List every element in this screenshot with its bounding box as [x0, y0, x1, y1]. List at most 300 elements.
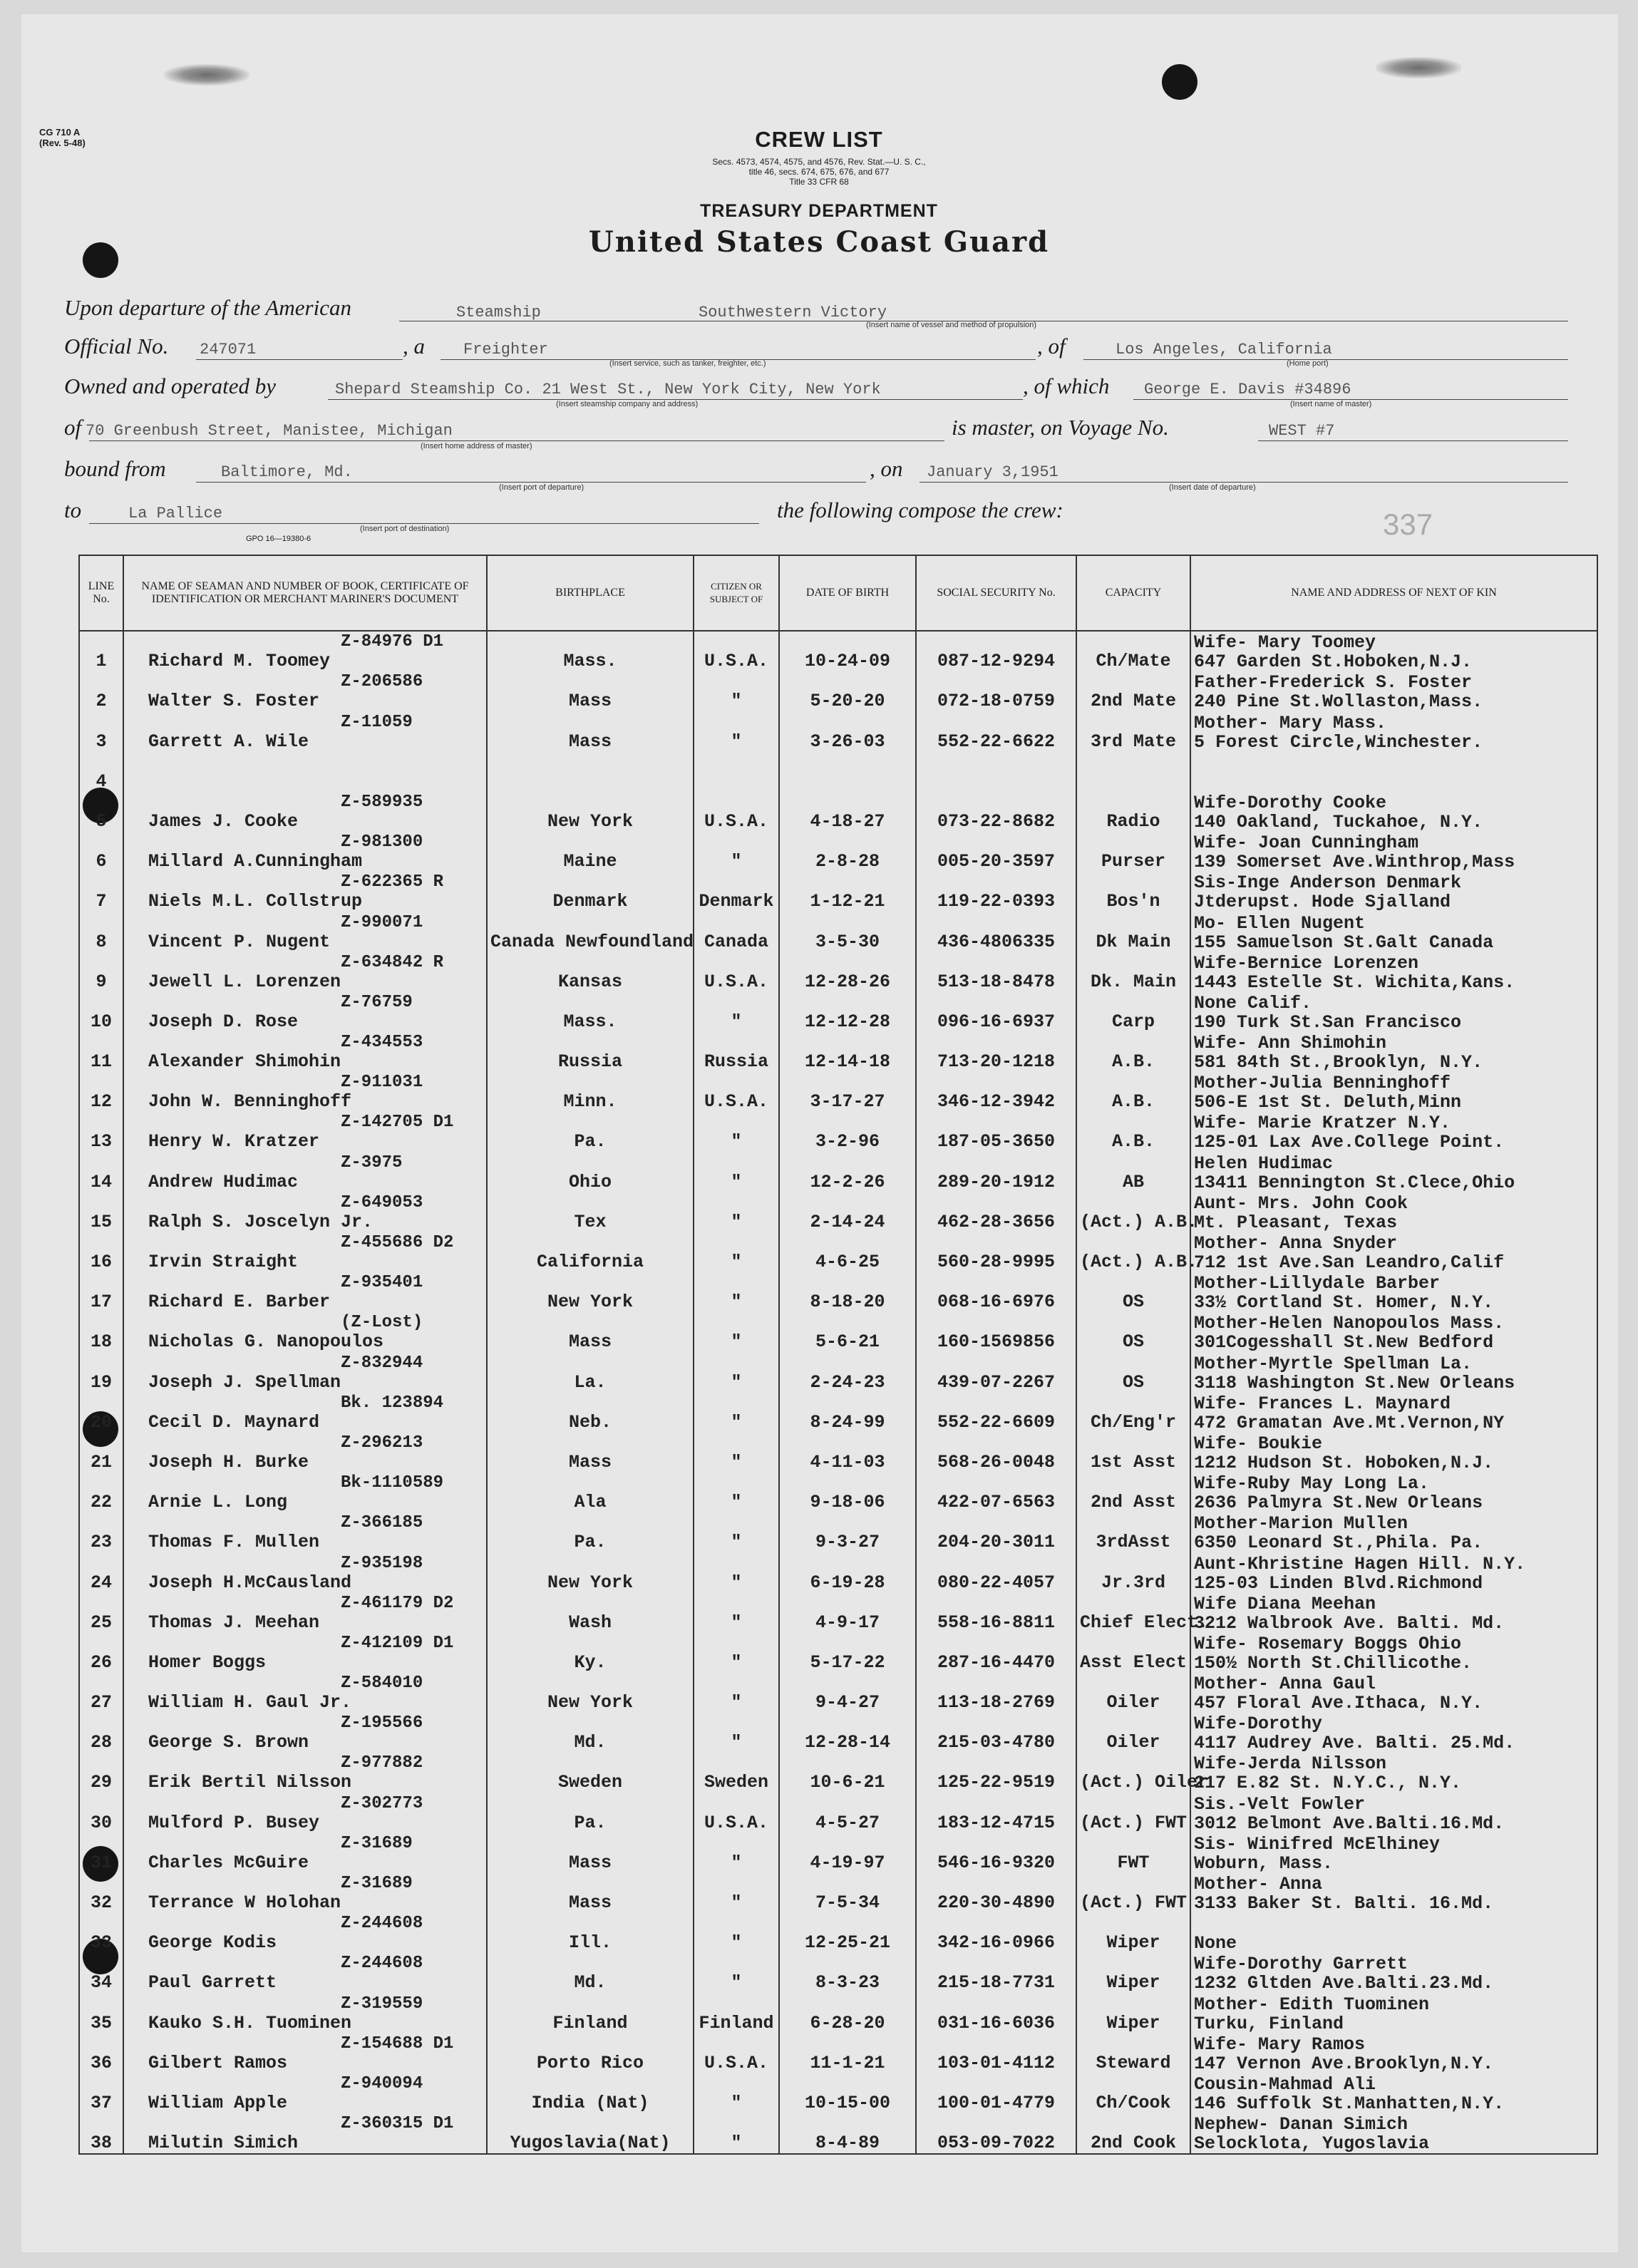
date-of-birth: 11-1-21	[779, 2034, 916, 2073]
citizenship: "	[694, 1633, 779, 1673]
seaman-name: Niels M.L. Collstrup	[148, 891, 363, 912]
birthplace: New York	[487, 792, 694, 832]
next-of-kin	[1190, 1713, 1597, 1753]
citizenship: "	[694, 1433, 779, 1473]
capacity: Wiper	[1076, 1913, 1190, 1953]
social-security-number: 552-22-6622	[916, 711, 1076, 751]
document-number: Z-154688 D1	[341, 2034, 454, 2053]
kin-name: Wife- Boukie	[1194, 1433, 1323, 1454]
social-security-number: 422-07-6563	[916, 1473, 1076, 1512]
kin-name: Sis-Inge Anderson Denmark	[1194, 872, 1462, 894]
seaman-name: George S. Brown	[148, 1732, 309, 1753]
seaman-cell	[123, 2073, 487, 2113]
next-of-kin	[1190, 2034, 1597, 2073]
document-number: Z-935401	[341, 1273, 423, 1293]
line-number: 38	[79, 2113, 123, 2154]
destination-port: La Pallice	[128, 505, 223, 522]
citizenship: U.S.A.	[694, 631, 779, 671]
document-number: Z-977882	[341, 1753, 423, 1773]
kin-address: 4117 Audrey Ave. Balti. 25.Md.	[1194, 1733, 1515, 1754]
date-of-birth: 12-2-26	[779, 1152, 916, 1192]
hint-master: (Insert name of master)	[1290, 400, 1372, 408]
kin-address: 146 Suffolk St.Manhatten,N.Y.	[1194, 2093, 1505, 2114]
seaman-name: Mulford P. Busey	[148, 1812, 320, 1833]
social-security-number: 068-16-6976	[916, 1272, 1076, 1312]
kin-address: 3012 Belmont Ave.Balti.16.Md.	[1194, 1813, 1505, 1834]
seaman-cell	[123, 671, 487, 711]
vessel-service: Freighter	[463, 341, 548, 359]
table-row	[79, 992, 1597, 1032]
kin-name: Wife-Ruby May Long La.	[1194, 1473, 1430, 1495]
col-citizen: CITIZEN OR SUBJECT OF	[694, 555, 779, 631]
birthplace: Russia	[487, 1032, 694, 1072]
seaman-cell	[123, 1433, 487, 1473]
citizenship: "	[694, 1673, 779, 1713]
capacity: Bos'n	[1076, 872, 1190, 912]
seaman-cell	[123, 1512, 487, 1552]
citizenship: "	[694, 1192, 779, 1232]
kin-name: Wife- Rosemary Boggs Ohio	[1194, 1633, 1462, 1654]
citizenship: Sweden	[694, 1753, 779, 1793]
seaman-name: Joseph D. Rose	[148, 1011, 299, 1032]
date-of-birth: 4-11-03	[779, 1433, 916, 1473]
table-row	[79, 711, 1597, 751]
social-security-number: 096-16-6937	[916, 992, 1076, 1032]
col-dob: DATE OF BIRTH	[779, 555, 916, 631]
line-number: 12	[79, 1072, 123, 1112]
seaman-name: Arnie L. Long	[148, 1492, 288, 1513]
seaman-cell	[123, 1072, 487, 1112]
social-security-number: 100-01-4779	[916, 2073, 1076, 2113]
table-row	[79, 1232, 1597, 1272]
social-security-number: 215-03-4780	[916, 1713, 1076, 1753]
kin-name: Wife-Jerda Nilsson	[1194, 1753, 1387, 1775]
seaman-cell	[123, 1793, 487, 1833]
date-of-birth: 2-24-23	[779, 1352, 916, 1392]
seaman-cell	[123, 1873, 487, 1913]
social-security-number: 462-28-3656	[916, 1192, 1076, 1232]
kin-address: 13411 Bennington St.Clece,Ohio	[1194, 1172, 1515, 1193]
kin-address: 125-03 Linden Blvd.Richmond	[1194, 1572, 1483, 1594]
kin-address: 2636 Palmyra St.New Orleans	[1194, 1493, 1483, 1514]
kin-address: Jtderupst. Hode Sjalland	[1194, 892, 1451, 913]
citizenship: Denmark	[694, 872, 779, 912]
table-row	[79, 671, 1597, 711]
citizenship: "	[694, 1352, 779, 1392]
capacity: Steward	[1076, 2034, 1190, 2073]
seaman-name: Charles McGuire	[148, 1852, 309, 1873]
social-security-number: 342-16-0966	[916, 1913, 1076, 1953]
seaman-name: Joseph J. Spellman	[148, 1371, 341, 1393]
citizenship: "	[694, 2113, 779, 2154]
seaman-name: Gilbert Ramos	[148, 2052, 288, 2073]
date-of-birth: 12-28-26	[779, 952, 916, 992]
label-on: , on	[870, 456, 903, 481]
citizenship: "	[694, 1232, 779, 1272]
table-row	[79, 1032, 1597, 1072]
line-number: 8	[79, 912, 123, 952]
label-to: to	[64, 498, 82, 522]
line-number: 26	[79, 1633, 123, 1673]
document-number: Z-3975	[341, 1153, 403, 1172]
table-row	[79, 952, 1597, 992]
hint-owner: (Insert steamship company and address)	[556, 400, 699, 408]
kin-address: 33½ Cortland St. Homer, N.Y.	[1194, 1292, 1494, 1314]
date-of-birth: 3-17-27	[779, 1072, 916, 1112]
seaman-cell	[123, 1913, 487, 1953]
table-row	[79, 912, 1597, 952]
line-number: 33	[79, 1913, 123, 1953]
citizenship: U.S.A.	[694, 952, 779, 992]
underline	[196, 482, 866, 483]
birthplace: Md.	[487, 1713, 694, 1753]
citizenship: "	[694, 992, 779, 1032]
date-of-birth: 8-24-99	[779, 1393, 916, 1433]
next-of-kin	[1190, 792, 1597, 832]
next-of-kin	[1190, 1192, 1597, 1232]
citizenship: U.S.A.	[694, 792, 779, 832]
capacity: Dk. Main	[1076, 952, 1190, 992]
col-birthplace: BIRTHPLACE	[487, 555, 694, 631]
seaman-cell	[123, 1552, 487, 1592]
seaman-name: Richard E. Barber	[148, 1292, 331, 1313]
document-number: Z-990071	[341, 912, 423, 932]
document-number: Z-142705 D1	[341, 1113, 454, 1133]
seaman-cell	[123, 2034, 487, 2073]
master-name: George E. Davis #34896	[1144, 381, 1351, 398]
capacity: 2nd Asst	[1076, 1473, 1190, 1512]
crew-table-body	[79, 631, 1597, 2154]
seaman-cell	[123, 992, 487, 1032]
seaman-cell	[123, 711, 487, 751]
ink-smudge	[1376, 57, 1461, 78]
kin-address: 5 Forest Circle,Winchester.	[1194, 731, 1483, 753]
line-number: 22	[79, 1473, 123, 1512]
birthplace: Ala	[487, 1473, 694, 1512]
next-of-kin	[1190, 711, 1597, 751]
citizenship: "	[694, 1913, 779, 1953]
master-address: 70 Greenbush Street, Manistee, Michigan	[86, 422, 453, 440]
hint-destination: (Insert port of destination)	[360, 525, 450, 533]
birthplace: Mass	[487, 1833, 694, 1873]
seaman-name: Irvin Straight	[148, 1252, 299, 1272]
date-of-birth: 4-18-27	[779, 792, 916, 832]
seaman-cell	[123, 1032, 487, 1072]
punch-hole	[1162, 64, 1197, 100]
next-of-kin	[1190, 1152, 1597, 1192]
social-security-number: 183-12-4715	[916, 1793, 1076, 1833]
table-row	[79, 2113, 1597, 2154]
capacity: Wiper	[1076, 1993, 1190, 2033]
seaman-cell	[123, 1993, 487, 2033]
seaman-name: Cecil D. Maynard	[148, 1411, 320, 1433]
capacity: 2nd Cook	[1076, 2113, 1190, 2154]
birthplace: Denmark	[487, 872, 694, 912]
document-number: Z-360315 D1	[341, 2114, 454, 2134]
seaman-cell	[123, 1953, 487, 1993]
seaman-cell	[123, 1192, 487, 1232]
kin-name: Aunt- Mrs. John Cook	[1194, 1192, 1408, 1214]
label-of-2: of	[64, 415, 82, 440]
seaman-name: Andrew Hudimac	[148, 1171, 299, 1192]
hint-departure-date: (Insert date of departure)	[1169, 483, 1256, 492]
seaman-name: James J. Cooke	[148, 810, 299, 832]
capacity: Chief Elect.	[1076, 1593, 1190, 1633]
kin-name: Wife-Dorothy Garrett	[1194, 1954, 1408, 1975]
document-number: Bk. 123894	[341, 1393, 444, 1413]
document-number: Z-589935	[341, 792, 423, 812]
capacity: Carp	[1076, 992, 1190, 1032]
citizenship: "	[694, 1312, 779, 1352]
label-compose-crew: the following compose the crew:	[777, 498, 1063, 522]
line-number: 15	[79, 1192, 123, 1232]
kin-address: 190 Turk St.San Francisco	[1194, 1011, 1462, 1033]
next-of-kin	[1190, 671, 1597, 711]
social-security-number: 113-18-2769	[916, 1673, 1076, 1713]
col-name: NAME OF SEAMAN AND NUMBER OF BOOK, CERTIFICATE OF IDENTIFICATION OR MERCHANT MARINER'S DOCUMENT	[123, 555, 487, 631]
social-security-number: 546-16-9320	[916, 1833, 1076, 1873]
table-row	[79, 1272, 1597, 1312]
birthplace: La.	[487, 1352, 694, 1392]
birthplace: Kansas	[487, 952, 694, 992]
departure-port: Baltimore, Md.	[221, 463, 353, 481]
social-security-number: 072-18-0759	[916, 671, 1076, 711]
seaman-name: Alexander Shimohin	[148, 1051, 341, 1073]
table-row	[79, 1713, 1597, 1753]
seaman-name: Nicholas G. Nanopoulos	[148, 1331, 384, 1353]
kin-name: Sis- Winifred McElhiney	[1194, 1833, 1441, 1855]
line-number: 5	[79, 792, 123, 832]
hint-vessel: (Insert name of vessel and method of propulsion)	[866, 321, 1037, 329]
line-number: 17	[79, 1272, 123, 1312]
seaman-cell	[123, 1352, 487, 1392]
kin-name: Mother-Myrtle Spellman La.	[1194, 1353, 1473, 1374]
citizenship: "	[694, 1552, 779, 1592]
kin-name: None	[1194, 1933, 1237, 1954]
citizenship: "	[694, 1473, 779, 1512]
underline	[1258, 440, 1568, 441]
citizenship: U.S.A.	[694, 1072, 779, 1112]
kin-address: 240 Pine St.Wollaston,Mass.	[1194, 691, 1483, 713]
document-number: Z-634842 R	[341, 952, 444, 972]
citizenship: "	[694, 2073, 779, 2113]
birthplace: New York	[487, 1673, 694, 1713]
seaman-cell	[123, 1473, 487, 1512]
kin-name: Wife- Marie Kratzer N.Y.	[1194, 1113, 1451, 1134]
table-row	[79, 1072, 1597, 1112]
col-ssn: SOCIAL SECURITY No.	[916, 555, 1076, 631]
seaman-cell	[123, 792, 487, 832]
seaman-name: Thomas F. Mullen	[148, 1532, 320, 1553]
next-of-kin	[1190, 912, 1597, 952]
social-security-number: 346-12-3942	[916, 1072, 1076, 1112]
table-row	[79, 2073, 1597, 2113]
label-owned-by: Owned and operated by	[64, 373, 277, 398]
seaman-cell	[123, 952, 487, 992]
seaman-cell	[123, 1753, 487, 1793]
social-security-number: 053-09-7022	[916, 2113, 1076, 2154]
table-row	[79, 1753, 1597, 1793]
underline	[89, 440, 944, 441]
statute-reference	[0, 157, 1638, 187]
owner-company: Shepard Steamship Co. 21 West St., New York City, New York	[335, 381, 881, 398]
social-security-number: 160-1569856	[916, 1312, 1076, 1352]
table-row	[79, 631, 1597, 671]
date-of-birth: 9-4-27	[779, 1673, 916, 1713]
date-of-birth: 8-4-89	[779, 2113, 916, 2154]
table-row	[79, 1833, 1597, 1873]
capacity: Purser	[1076, 832, 1190, 872]
birthplace: Ohio	[487, 1152, 694, 1192]
seaman-name: Erik Bertil Nilsson	[148, 1772, 352, 1793]
birthplace: Minn.	[487, 1072, 694, 1112]
birthplace: Pa.	[487, 1112, 694, 1152]
capacity: Wiper	[1076, 1953, 1190, 1993]
next-of-kin	[1190, 1473, 1597, 1512]
document-number: Z-649053	[341, 1192, 423, 1212]
seaman-name: Henry W. Kratzer	[148, 1131, 320, 1153]
citizenship: "	[694, 832, 779, 872]
line-number: 7	[79, 872, 123, 912]
birthplace: Pa.	[487, 1512, 694, 1552]
citizenship: "	[694, 711, 779, 751]
kin-name: Father-Frederick S. Foster	[1194, 672, 1473, 694]
underline	[920, 482, 1568, 483]
statute-line: Secs. 4573, 4574, 4575, and 4576, Rev. Stat.—U. S. C.,	[712, 157, 926, 167]
seaman-name: Millard A.Cunningham	[148, 851, 363, 872]
social-security-number: 560-28-9995	[916, 1232, 1076, 1272]
line-number: 31	[79, 1833, 123, 1873]
date-of-birth: 9-18-06	[779, 1473, 916, 1512]
table-row	[79, 1552, 1597, 1592]
line-number: 6	[79, 832, 123, 872]
citizenship: "	[694, 1713, 779, 1753]
document-number: Z-319559	[341, 1994, 423, 2014]
kin-address: 457 Floral Ave.Ithaca, N.Y.	[1194, 1693, 1483, 1714]
seaman-cell	[123, 1673, 487, 1713]
table-row	[79, 872, 1597, 912]
line-number: 4	[79, 752, 123, 792]
seaman-name: John W. Benninghoff	[148, 1091, 352, 1113]
capacity: Oiler	[1076, 1673, 1190, 1713]
kin-address: 150½ North St.Chillicothe.	[1194, 1652, 1473, 1674]
line-number: 35	[79, 1993, 123, 2033]
capacity: 3rdAsst	[1076, 1512, 1190, 1552]
gpo-code: GPO 16—19380-6	[246, 535, 311, 543]
next-of-kin	[1190, 952, 1597, 992]
stamp-number: 337	[1383, 507, 1433, 541]
citizenship: "	[694, 1512, 779, 1552]
next-of-kin	[1190, 2113, 1597, 2154]
next-of-kin	[1190, 1433, 1597, 1473]
seaman-name: Kauko S.H. Tuominen	[148, 2012, 352, 2034]
kin-name: Wife-Dorothy Cooke	[1194, 792, 1387, 813]
table-row	[79, 832, 1597, 872]
birthplace: Mass	[487, 671, 694, 711]
birthplace: Mass	[487, 711, 694, 751]
date-of-birth: 3-26-03	[779, 711, 916, 751]
document-number: Z-935198	[341, 1553, 423, 1573]
seaman-cell	[123, 631, 487, 671]
table-row	[79, 1152, 1597, 1192]
social-security-number: 119-22-0393	[916, 872, 1076, 912]
capacity: AB	[1076, 1152, 1190, 1192]
document-number: Z-584010	[341, 1674, 423, 1694]
table-header-row	[79, 555, 1597, 631]
label-a: , a	[403, 334, 425, 359]
seaman-name: Thomas J. Meehan	[148, 1612, 320, 1633]
form-title: CREW LIST	[755, 127, 883, 152]
social-security-number: 073-22-8682	[916, 792, 1076, 832]
citizenship: Russia	[694, 1032, 779, 1072]
line-number: 2	[79, 671, 123, 711]
birthplace: Canada Newfoundland	[487, 912, 694, 952]
table-row	[79, 1393, 1597, 1433]
line-number: 25	[79, 1593, 123, 1633]
line-number: 37	[79, 2073, 123, 2113]
kin-name: Mother-Marion Mullen	[1194, 1513, 1408, 1535]
birthplace: Ky.	[487, 1633, 694, 1673]
capacity: OS	[1076, 1352, 1190, 1392]
document-number: Z-622365 R	[341, 872, 444, 892]
kin-address: 217 E.82 St. N.Y.C., N.Y.	[1194, 1773, 1462, 1794]
next-of-kin	[1190, 1552, 1597, 1592]
citizenship: "	[694, 1873, 779, 1913]
col-capacity: CAPACITY	[1076, 555, 1190, 631]
citizenship: Canada	[694, 912, 779, 952]
capacity: A.B.	[1076, 1112, 1190, 1152]
document-number: Z-412109 D1	[341, 1633, 454, 1653]
table-row	[79, 1512, 1597, 1552]
col-kin: NAME AND ADDRESS OF NEXT OF KIN	[1190, 555, 1597, 631]
social-security-number: 513-18-8478	[916, 952, 1076, 992]
kin-address: Mt. Pleasant, Texas	[1194, 1212, 1398, 1233]
birthplace: Porto Rico	[487, 2034, 694, 2073]
kin-name: Nephew- Danan Simich	[1194, 2114, 1408, 2135]
line-number: 32	[79, 1873, 123, 1913]
document-number: Z-195566	[341, 1713, 423, 1733]
date-of-birth: 2-8-28	[779, 832, 916, 872]
kin-address: 155 Samuelson St.Galt Canada	[1194, 932, 1494, 953]
kin-address: 301Cogesshall St.New Bedford	[1194, 1332, 1494, 1354]
date-of-birth: 10-15-00	[779, 2073, 916, 2113]
citizenship	[694, 752, 779, 792]
seaman-name: George Kodis	[148, 1932, 277, 1954]
citizenship: Finland	[694, 1993, 779, 2033]
citizenship: "	[694, 1593, 779, 1633]
home-port: Los Angeles, California	[1116, 341, 1332, 359]
line-number: 23	[79, 1512, 123, 1552]
col-line: LINE No.	[79, 555, 123, 631]
birthplace: New York	[487, 1552, 694, 1592]
seaman-cell	[123, 872, 487, 912]
next-of-kin	[1190, 1312, 1597, 1352]
document-number: Z-244608	[341, 1954, 423, 1974]
line-number: 27	[79, 1673, 123, 1713]
table-row	[79, 792, 1597, 832]
line-number: 13	[79, 1112, 123, 1152]
table-row	[79, 2034, 1597, 2073]
kin-name: Wife-Bernice Lorenzen	[1194, 952, 1419, 974]
social-security-number: 713-20-1218	[916, 1032, 1076, 1072]
seaman-cell	[123, 1393, 487, 1433]
seaman-cell	[123, 1232, 487, 1272]
capacity: Oiler	[1076, 1713, 1190, 1753]
date-of-birth	[779, 752, 916, 792]
line-number: 29	[79, 1753, 123, 1793]
next-of-kin	[1190, 1993, 1597, 2033]
birthplace: Md.	[487, 1953, 694, 1993]
